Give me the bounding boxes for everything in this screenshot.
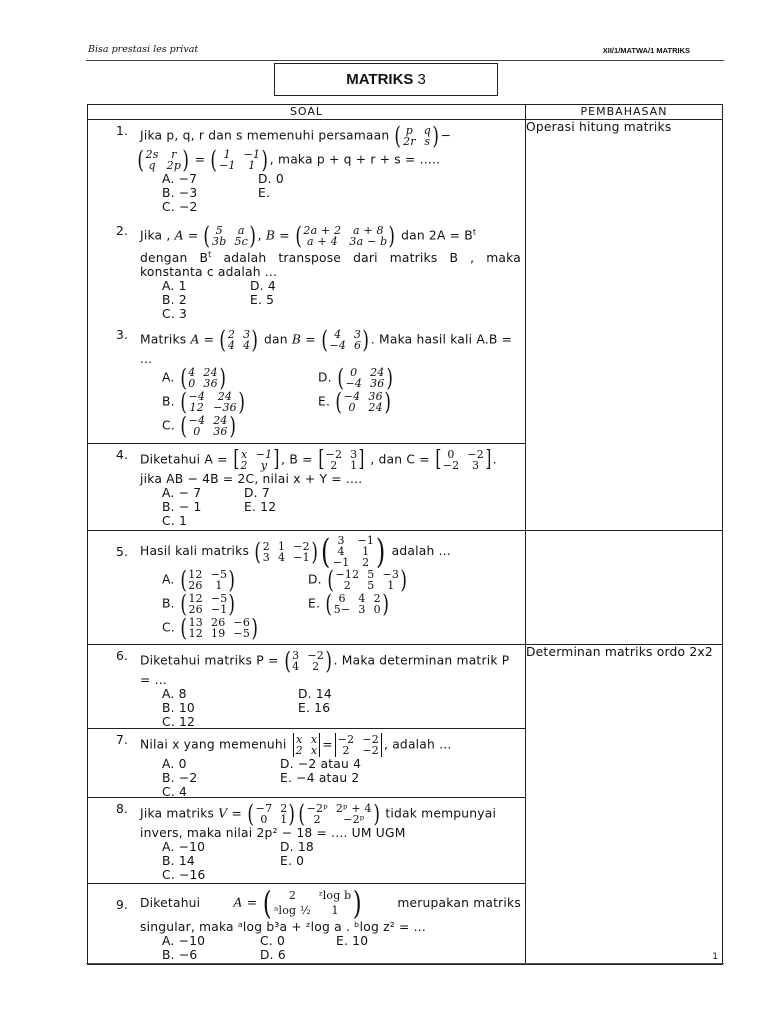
question-number: 2. — [116, 224, 129, 238]
q1-matrix-1: ( p q 2r s ) — [394, 122, 440, 150]
question-number: 8. — [116, 802, 129, 816]
q1-matrix-3: ( 1 −1 −1 1 ) — [210, 146, 269, 174]
option-e: E. −4 atau 2 — [280, 771, 360, 785]
question-table — [87, 104, 723, 965]
option-b: B. ( −4 24 12 −36 ) — [162, 388, 246, 416]
q5-options — [162, 568, 521, 640]
q8-options — [162, 840, 521, 882]
q9-matrix: ( 2 ᶻlog b ᵃlog ½ 1 ) — [263, 884, 363, 922]
question-number: 4. — [116, 448, 129, 462]
option-e: E. ( −4 36 0 24 ) — [318, 388, 391, 416]
q8-matrix-2: ( −2ᵖ 2ᵖ + 4 2 −2ᵖ ) — [298, 800, 380, 828]
option-e: E. ( 6 4 2 5− 3 0 ) — [308, 590, 389, 618]
option-d: D. 18 — [280, 840, 314, 854]
option-b: B. −3 — [162, 186, 198, 200]
option-a: A. 8 — [162, 687, 187, 701]
option-a: A. −10 — [162, 934, 206, 948]
option-c: C. −16 — [162, 868, 206, 882]
option-d: D. 0 — [258, 172, 284, 186]
q6-options — [162, 687, 521, 729]
question-3: 3. Matriks A = ( 2 3 4 4 ) dan B = ( 4 3 −4 6 ) . Maka hasil kali A.B = ... A. ( 4 24 0 36 ) D. ( 0 24 −4 36 ) B. ( −4 24 12 −36 ) E. ( −4 36 0 24 ) C. ( −4 24 0 36 ) — [88, 324, 525, 440]
option-c: C. 4 — [162, 785, 188, 799]
page-title — [274, 63, 498, 96]
question-2: 2. Jika , A = ( 5 a 3b 5c ) , B = ( 2a + 2 a + 8 a + 4 3a − b ) dan $2A = B^t$ dengan $B^t$ adalah transpose dari matriks B , maka konstanta c adalah ... A. 1 D. 4 B. 2 E. 5 C. 3 — [116, 222, 521, 322]
option-d: D. 6 — [260, 948, 286, 962]
option-d: D. ( 0 24 −4 36 ) — [318, 364, 393, 392]
question-4: 4. Diketahui A = [ x −1 2 y ] , B = [ −2 3 2 1 ] , dan C = [ 0 −2 −2 3 ] . jika AB − 4B = 2C, nilai x + Y = .... A. − 7 D. 7 B. − 1 E. 12 C. 1 — [88, 444, 525, 530]
q4-matrix-a: [ x −1 2 y ] — [233, 447, 280, 472]
q2-text-4: adalah transpose dari matriks B , maka konstanta c adalah ... — [140, 251, 521, 280]
pembahasan-cell-1: Operasi hitung matriks — [526, 120, 723, 531]
pembahasan-cell-5 — [526, 531, 723, 645]
q3-matrix-b: ( 4 3 −4 6 ) — [321, 326, 370, 354]
title-bold: MATRIKS — [346, 71, 414, 88]
option-d: D. 14 — [298, 687, 332, 701]
option-b: B. − 1 — [162, 500, 202, 514]
option-d: D. 4 — [250, 279, 276, 294]
option-c: C. 12 — [162, 715, 196, 729]
question-number: 7. — [116, 733, 129, 747]
q5-matrix-1: ( 2 1 −2 3 4 −1 ) — [254, 537, 318, 566]
option-c: C. 1 — [162, 514, 188, 528]
soal-cell-4 — [88, 444, 526, 531]
option-b: B. −6 — [162, 948, 198, 962]
option-e: E. — [258, 186, 271, 200]
q4-matrix-b: [ −2 3 2 1 ] — [318, 447, 365, 472]
page-number: 1 — [712, 952, 718, 962]
option-b: B. 10 — [162, 701, 195, 715]
question-8: 8. Jika matriks V = ( −7 2 0 1 ) ( −2ᵖ 2ᵖ + 4 2 −2ᵖ ) tidak mempunyai invers, maka nilai 2p² − 18 = .... UM UGM A. −10 D. 18 B. 14 E. 0 C. −16 — [88, 798, 525, 884]
option-b: B. 2 — [162, 293, 187, 308]
option-b: B. 14 — [162, 854, 195, 868]
q4-options — [162, 486, 521, 528]
question-number: 9. — [116, 898, 129, 912]
question-6: 6. Diketahui matriks P = ( 3 −2 4 2 ) . Maka determinan matrik P = ... A. 8 D. 14 B. 10 E. 16 C. 12 — [88, 645, 525, 729]
option-e: E. 12 — [244, 500, 277, 514]
q3-matrix-a: ( 2 3 4 4 ) — [219, 326, 259, 354]
q2-text: Jika , — [140, 228, 171, 243]
option-a: A. ( 12 −5 26 1 ) — [162, 566, 236, 594]
col-soal-header: SOAL — [88, 105, 526, 120]
option-c: C. ( −4 24 0 36 ) — [162, 412, 236, 440]
q3-text-4: ... — [140, 352, 153, 366]
col-pembahasan-header: PEMBAHASAN — [526, 105, 723, 120]
header-right: XII/1/MATWA/1 MATRIKS — [602, 46, 690, 55]
q1-text: Jika p, q, r dan s memenuhi persamaan — [140, 128, 390, 143]
title-number: 3 — [417, 71, 426, 88]
q2-options — [162, 279, 521, 321]
option-b: B. −2 — [162, 771, 198, 785]
q3-options — [162, 366, 521, 438]
question-number: 3. — [116, 328, 129, 342]
footer-divider — [86, 963, 724, 964]
option-c: C. 3 — [162, 307, 188, 322]
option-e: E. 16 — [298, 701, 331, 715]
q3-text: Matriks — [140, 332, 187, 347]
q2-text-3: dengan B — [140, 251, 209, 266]
option-e: E. 0 — [280, 854, 305, 868]
option-d: D. −2 atau 4 — [280, 757, 362, 771]
q2-matrix-b: ( 2a + 2 a + 8 a + 4 3a − b ) — [295, 222, 396, 250]
option-c: C. 0 — [260, 934, 286, 948]
option-a: A. −10 — [162, 840, 206, 854]
option-d: D. 7 — [244, 486, 270, 500]
option-a: A. 1 — [162, 279, 187, 294]
q7-det-left: x x 2 x — [291, 733, 323, 757]
q5-matrix-2: ( 3 −1 4 1 −1 2 ) — [321, 531, 386, 572]
pembahasan-cell-6: Determinan matriks ordo 2x2 — [526, 645, 723, 965]
q2-text-2: dan 2A = B — [401, 228, 473, 243]
q7-options — [162, 757, 521, 799]
question-1: 1. Jika p, q, r dan s memenuhi persamaan ( p q 2r s ) − ( 2s r q 2p ) = ( 1 −1 −1 1 ) , maka p + q + r + s = ..... A. −7 D. 0 B. −3 E. C. −2 — [88, 120, 525, 220]
header-left: Bisa prestasi les privat — [88, 44, 199, 55]
option-e: E. 5 — [250, 293, 275, 308]
option-c: C. −2 — [162, 200, 198, 214]
option-e: E. 10 — [336, 934, 369, 948]
option-d: D. ( −12 5 −3 2 5 1 ) — [308, 566, 408, 594]
q9-options — [162, 934, 521, 962]
soal-cell-6 — [88, 645, 526, 965]
question-9: 9. Diketahui A = ( 2 ᶻlog b ᵃlog ½ 1 ) merupakan matriks singular, maka ᵃlog b³a + ᶻlog a . ᵇlog z² = ... A. −10 C. 0 E. 10 B. −6 D. 6 — [116, 884, 521, 962]
question-5: 5. Hasil kali matriks ( 2 1 −2 3 4 −1 ) ( 3 −1 4 1 −1 2 ) adalah ... A. ( 12 −5 26 1 ) D. ( −12 5 −3 2 5 1 ) B. ( 12 −5 26 −1 ) E. ( 6 4 2 5− 3 0 ) C. ( 13 26 −6 12 19 −5 ) — [88, 531, 525, 642]
question-7: 7. Nilai x yang memenuhi x x 2 x = −2 −2 2 −2 , adalah ... A. 0 D. −2 atau 4 B. −2 E. −4 atau 2 C. 4 — [88, 729, 525, 798]
question-number: 6. — [116, 649, 129, 663]
header-divider — [86, 60, 724, 61]
q6-matrix-p: ( 3 −2 4 2 ) — [284, 647, 333, 675]
question-number: 1. — [116, 124, 129, 138]
option-a: A. 0 — [162, 757, 187, 771]
q8-matrix-1: ( −7 2 0 1 ) — [247, 800, 296, 828]
q4-text-5: jika AB − 4B = 2C, nilai x + Y = .... — [140, 472, 363, 486]
option-a: A. ( 4 24 0 36 ) — [162, 364, 226, 392]
question-number: 5. — [116, 545, 129, 559]
q2-matrix-a: ( 5 a 3b 5c ) — [203, 222, 257, 250]
q1-matrix-2: ( 2s r q 2p ) — [137, 146, 190, 174]
q7-det-right: −2 −2 2 −2 — [333, 733, 384, 757]
q4-matrix-c: [ 0 −2 −2 3 ] — [435, 447, 492, 472]
q1-options — [162, 172, 521, 214]
soal-cell-5 — [88, 531, 526, 645]
option-a: A. −7 — [162, 172, 198, 186]
option-b: B. ( 12 −5 26 −1 ) — [162, 590, 236, 618]
q1-text-2: , maka p + q + r + s = ..... — [269, 152, 441, 167]
option-c: C. ( 13 26 −6 12 19 −5 ) — [162, 614, 259, 642]
soal-cell-1 — [88, 120, 526, 444]
option-a: A. − 7 — [162, 486, 202, 500]
